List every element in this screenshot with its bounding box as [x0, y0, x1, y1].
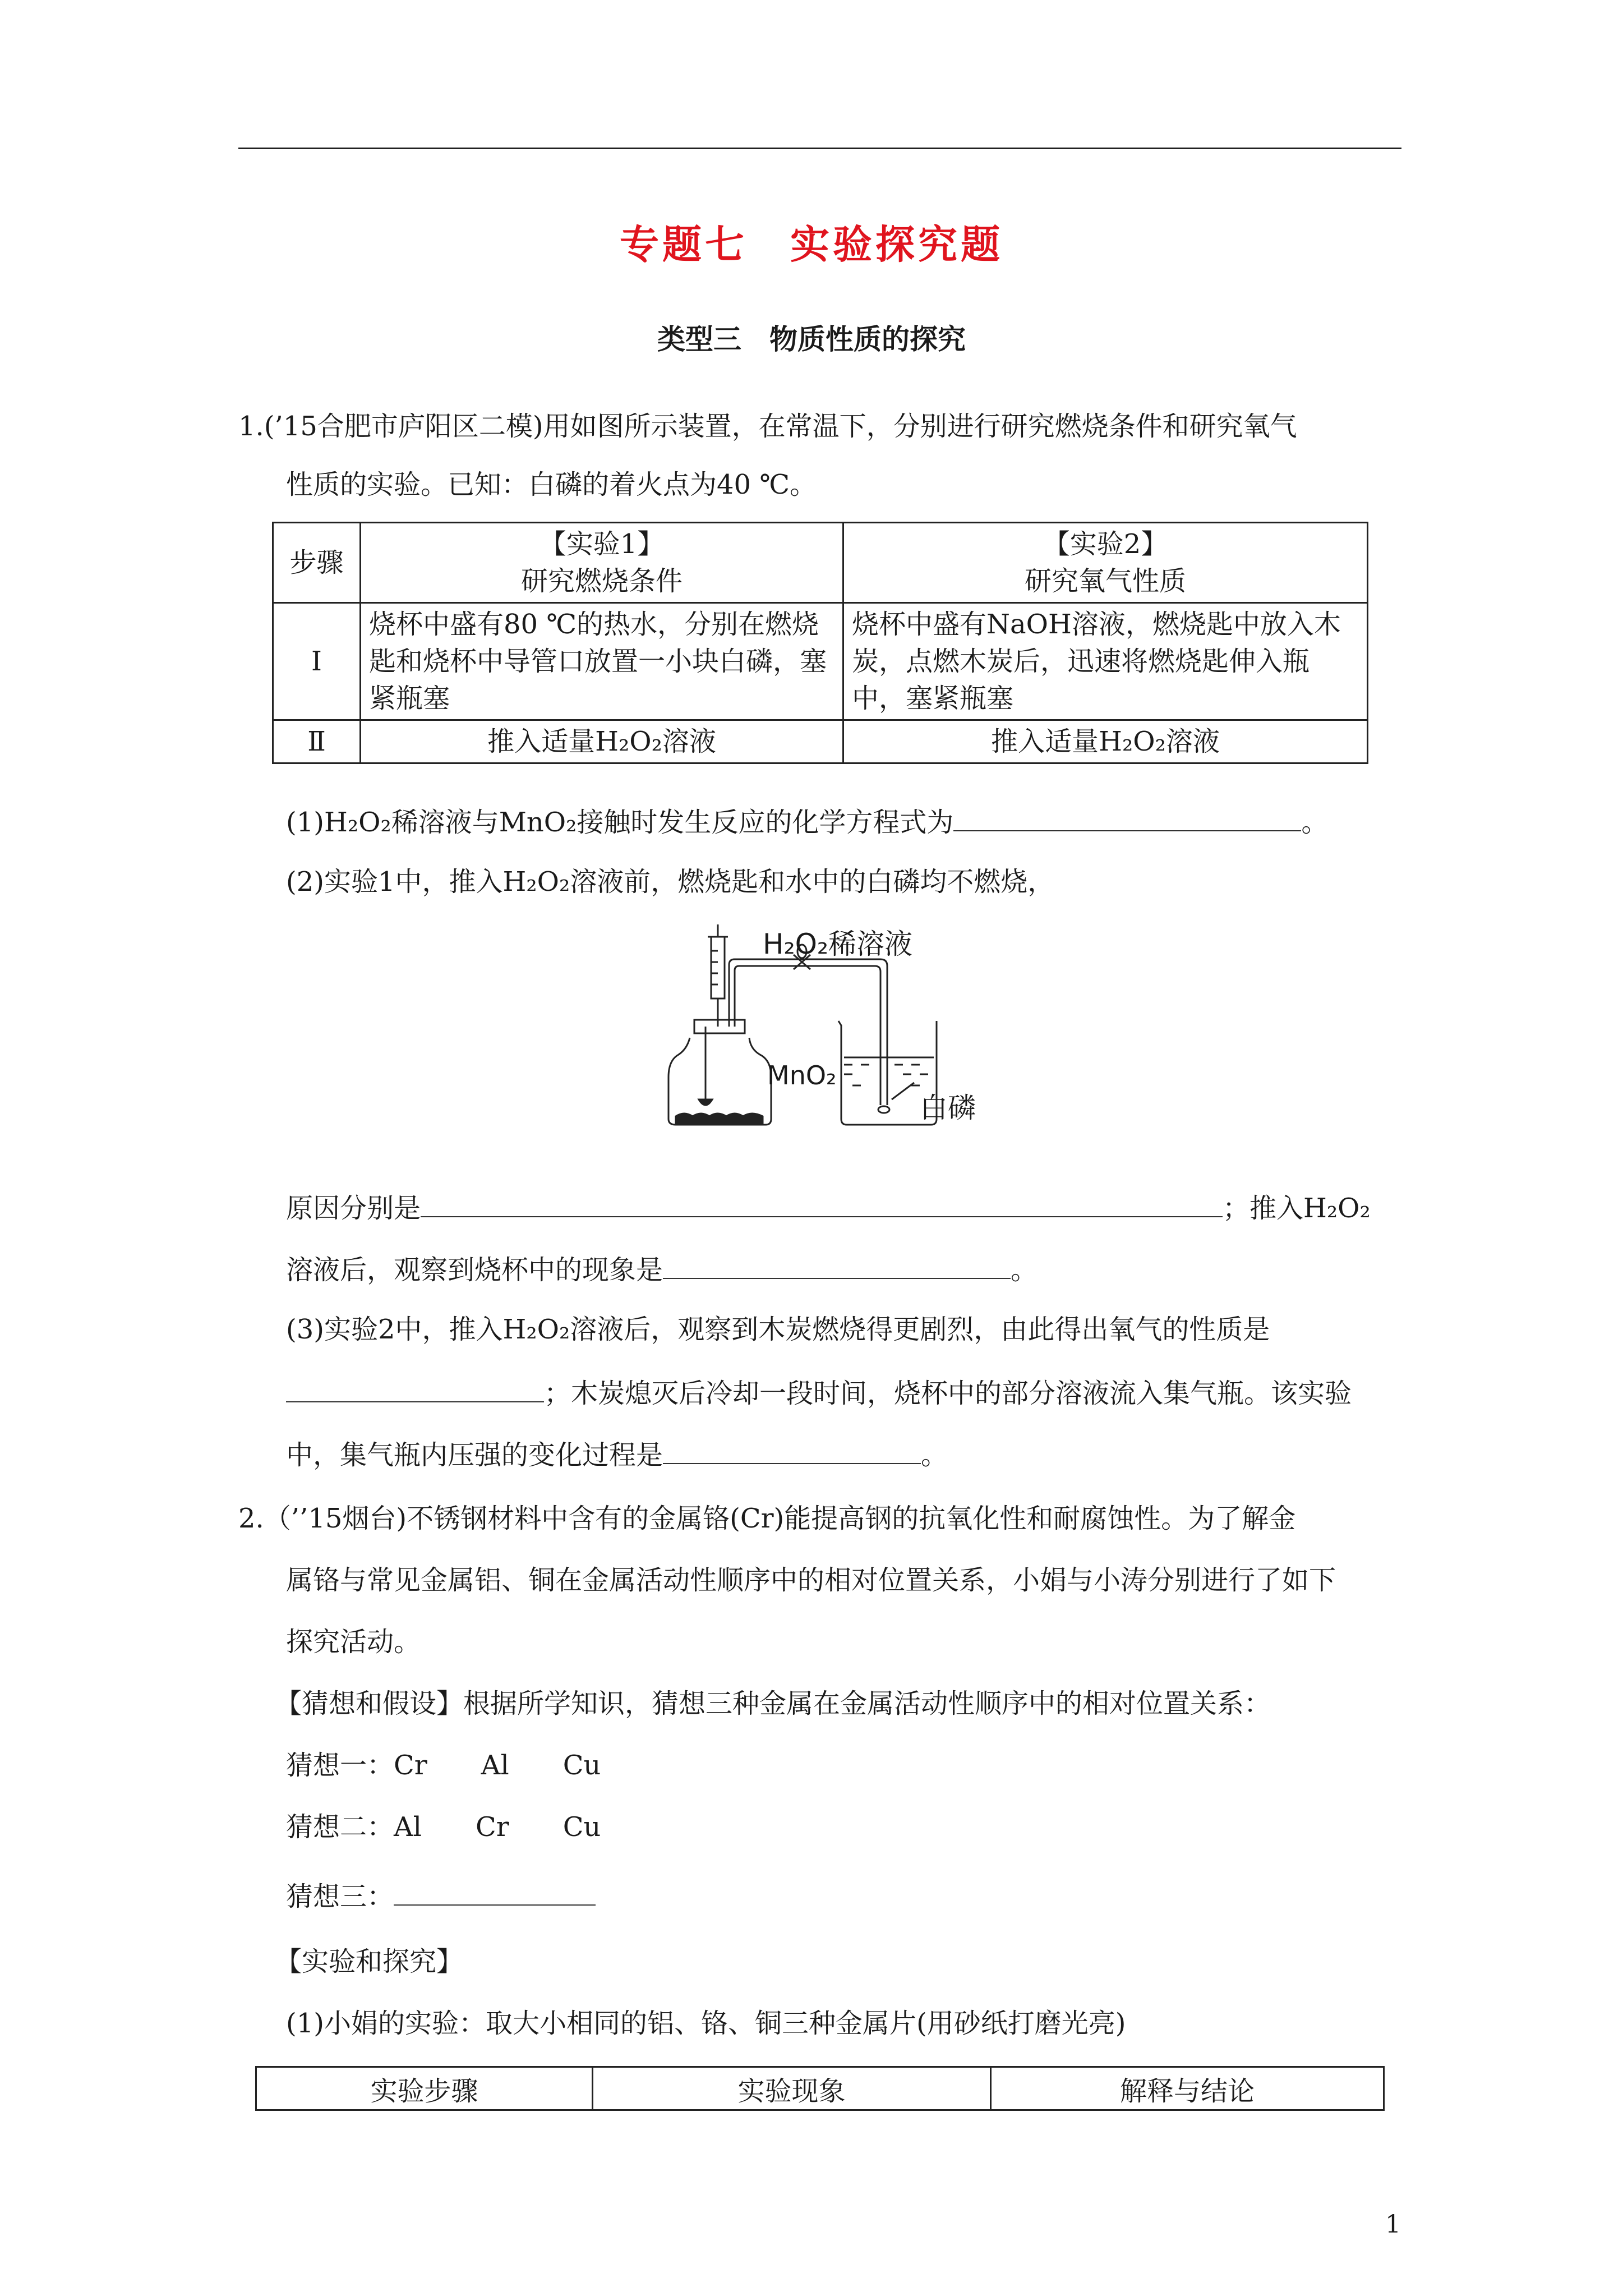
table-header-conclusion: 解释与结论	[991, 2067, 1384, 2110]
table-row	[273, 720, 1368, 763]
q1-sub3-line3	[286, 1435, 948, 1473]
q2-experiment-heading: 【实验和探究】	[275, 1946, 464, 1977]
table-cell-step: Ⅰ	[273, 603, 361, 720]
q1-sub2-push: ；推入H₂O₂	[1223, 1193, 1371, 1224]
exp2-header-b: 研究氧气性质	[1024, 565, 1186, 597]
q2-guess2: 猜想二：Al Cr Cu	[286, 1811, 601, 1843]
exp1-header-a: 【实验1】	[539, 528, 665, 560]
q2-sub1: (1)小娟的实验：取大小相同的铝、铬、铜三种金属片(用砂纸打磨光亮)	[286, 2008, 1126, 2039]
table-cell-exp2-header	[843, 523, 1368, 603]
q1-sub2-reason: 原因分别是	[286, 1193, 421, 1224]
exp1-header-b: 研究燃烧条件	[520, 565, 683, 597]
q2-line2: 属铬与常见金属铝、铜在金属活动性顺序中的相对位置关系，小娟与小涛分别进行了如下	[286, 1565, 1336, 1596]
table-cell-exp1: 烧杯中盛有80 ℃的热水，分别在燃烧匙和烧杯中导管口放置一小块白磷，塞紧瓶塞	[361, 603, 843, 720]
table-row	[256, 2067, 1384, 2110]
table-cell-step-header: 步骤	[273, 523, 361, 603]
label-white-phosphorus: 白磷	[920, 1092, 976, 1124]
q1-sub2-line2	[286, 1250, 1038, 1288]
table-row	[273, 603, 1368, 720]
table-row	[273, 523, 1368, 603]
q2-guess3	[286, 1876, 596, 1915]
q1-sub2-end: 。	[1011, 1254, 1038, 1286]
q1-table	[272, 522, 1368, 764]
label-h2o2: H₂O₂稀溶液	[763, 928, 913, 960]
answer-blank[interactable]	[421, 1188, 1223, 1217]
page-number: 1	[1385, 2210, 1401, 2239]
table-cell-exp1: 推入适量H₂O₂溶液	[361, 720, 843, 763]
table-cell-exp2: 烧杯中盛有NaOH溶液，燃烧匙中放入木炭，点燃木炭后，迅速将燃烧匙伸入瓶中，塞紧瓶塞	[843, 603, 1368, 720]
q1-line1: 1.(’15合肥市庐阳区二模)用如图所示装置，在常温下，分别进行研究燃烧条件和研究氧气	[238, 411, 1297, 442]
q1-sub3-line2	[286, 1373, 1352, 1411]
answer-blank[interactable]	[663, 1435, 921, 1464]
q2-guess1: 猜想一：Cr Al Cu	[286, 1750, 601, 1781]
q2-table	[255, 2066, 1385, 2111]
answer-blank[interactable]	[663, 1250, 1011, 1279]
exp2-header-a: 【实验2】	[1043, 528, 1168, 560]
answer-blank[interactable]	[286, 1373, 544, 1402]
answer-blank[interactable]	[394, 1876, 596, 1906]
q2-line1: 2.（’’15烟台)不锈钢材料中含有的金属铬(Cr)能提高钢的抗氧化性和耐腐蚀性。为了解金	[238, 1503, 1296, 1534]
table-cell-exp2: 推入适量H₂O₂溶液	[843, 720, 1368, 763]
table-header-phenomenon: 实验现象	[593, 2067, 991, 2110]
answer-blank[interactable]	[953, 802, 1301, 831]
section-subtitle: 类型三 物质性质的探究	[657, 323, 966, 356]
q1-sub2-phenomenon: 溶液后，观察到烧杯中的现象是	[286, 1254, 663, 1286]
header-rule	[238, 148, 1401, 149]
q1-sub1	[286, 802, 1328, 840]
q1-line2: 性质的实验。已知：白磷的着火点为40 ℃。	[286, 469, 817, 500]
q1-sub3-end: 。	[921, 1439, 948, 1471]
q1-sub2: (2)实验1中，推入H₂O₂溶液前，燃烧匙和水中的白磷均不燃烧，	[286, 866, 1055, 898]
table-cell-exp1-header	[361, 523, 843, 603]
q2-guess3-label: 猜想三：	[286, 1881, 394, 1912]
q1-sub3-line1: (3)实验2中，推入H₂O₂溶液后，观察到木炭燃烧得更剧烈，由此得出氧气的性质是	[286, 1314, 1270, 1345]
page-title: 专题七 实验探究题	[620, 221, 1003, 268]
q1-sub1-text: (1)H₂O₂稀溶液与MnO₂接触时发生反应的化学方程式为	[286, 807, 954, 838]
table-header-steps: 实验步骤	[256, 2067, 593, 2110]
q1-sub2-reason-line	[286, 1188, 1371, 1226]
q2-line3: 探究活动。	[286, 1626, 421, 1658]
q2-hypothesis: 【猜想和假设】根据所学知识，猜想三种金属在金属活动性顺序中的相对位置关系：	[275, 1688, 1271, 1719]
q1-sub3-line2-text: ；木炭熄灭后冷却一段时间，烧杯中的部分溶液流入集气瓶。该实验	[544, 1378, 1352, 1409]
label-mno2: MnO₂	[767, 1060, 837, 1091]
table-cell-step: Ⅱ	[273, 720, 361, 763]
q1-sub1-end: 。	[1301, 807, 1329, 838]
q1-sub3-line3-text: 中，集气瓶内压强的变化过程是	[286, 1439, 663, 1471]
